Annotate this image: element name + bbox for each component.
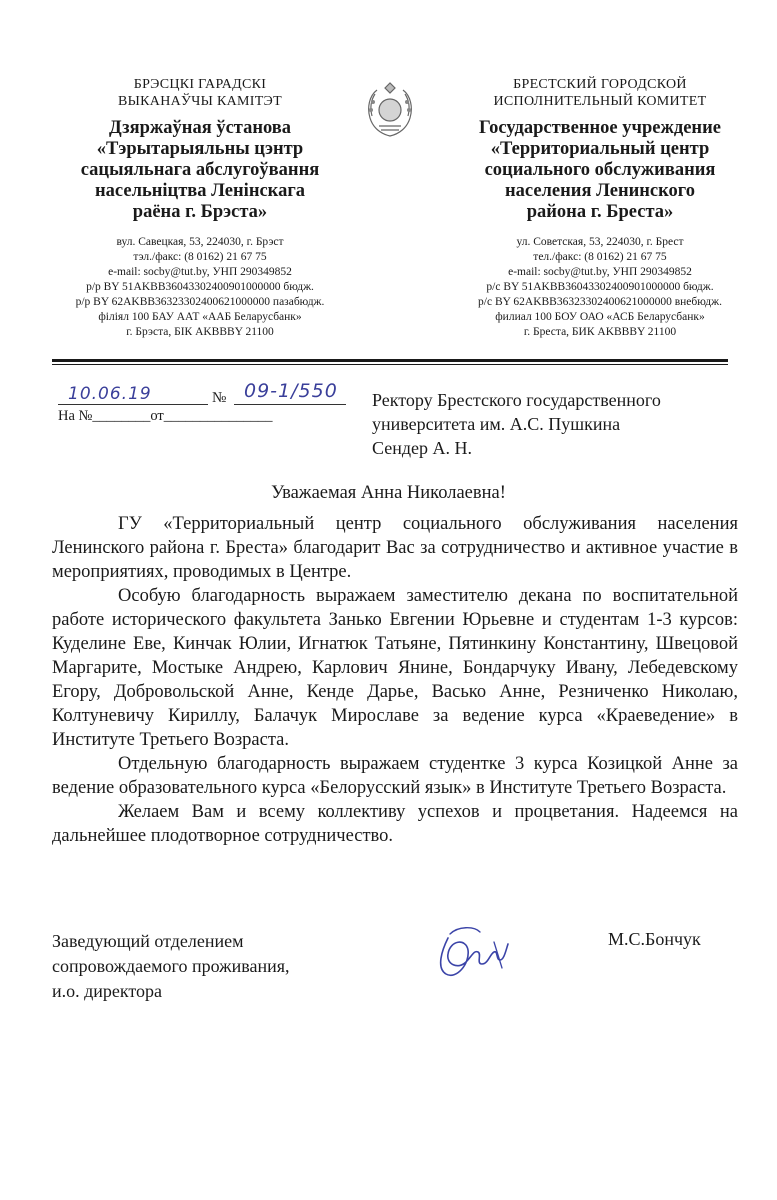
letterhead-russian	[440, 76, 760, 340]
organization-name: Государственное учреждение «Территориальный центр социального обслуживания населения Ленинского района г. Бреста»	[479, 118, 721, 222]
header-divider-thin	[52, 364, 728, 365]
number-underline	[234, 404, 346, 405]
signer-name: М.С.Бончук	[608, 929, 701, 949]
reply-reference-line: На №________от_______________	[58, 408, 273, 424]
salutation: Уважаемая Анна Николаевна!	[271, 483, 506, 503]
handwritten-number: 09-1/550	[244, 380, 338, 402]
organization-contacts: вул. Савецкая, 53, 224030, г. Брэст тэл./факс: (8 0162) 21 67 75 e-mail: socby@tut.by, УНП 290349852 р/р BY 51AKBB36043302400901000000 бюдж. р/р BY 62AKBB36323302400621000000 пазабюдж. філіял 100 БАУ ААТ «ААБ Беларусбанк» г. Брэста, БІК AKBBBY 21100	[75, 236, 325, 338]
state-emblem-icon	[355, 82, 425, 142]
paragraph: Желаем Вам и всему коллективу успехов и процветания. Надеемся на дальнейшее плодотворное сотрудничество.	[52, 802, 738, 846]
organization-contacts: ул. Советская, 53, 224030, г. Брест тел./факс: (8 0162) 21 67 75 e-mail: socby@tut.by, УНП 290349852 р/с BY 51AKBB36043302400901000000 бюдж. р/с BY 62AKBB36323302400621000000 внебюдж. филиал 100 БОУ ОАО «АСБ Беларусбанк» г. Бреста, БИК AKBBBY 21100	[478, 236, 722, 338]
authority-line-1: БРЭСЦКІ ГАРАДСКІ	[133, 77, 267, 92]
paragraph: Особую благодарность выражаем заместителю декана по воспитательной работе исторического факультета Занько Евгении Юрьевне и студентам 1-3 курсов: Куделине Еве, Кинчак Юлии, Игнатюк Татьяне, Пятинкину Константину, Швецовой Маргарите, Мостыке Андрею, Карлович Янине, Бондарчуку Ивану, Лебедевскому Егору, Добровольской Анне, Кенде Дарье, Васько Анне, Резниченко Николаю, Колтуневичу Кириллу, Балачук Мирославе за ведение курса «Краеведение» в Институте Третьего Возраста.	[52, 586, 738, 750]
authority-line-2: ВЫКАНАЎЧЫ КАМІТЭТ	[118, 94, 282, 109]
number-label: №	[212, 390, 227, 406]
handwritten-signature-icon	[428, 920, 518, 984]
letter-body	[52, 512, 738, 848]
paragraph: Отдельную благодарность выражаем студентке 3 курса Козицкой Анне за ведение образовательного курса «Белорусский язык» в Институте Третьего Возраста.	[52, 754, 738, 798]
handwritten-date: 10.06.19	[68, 384, 152, 404]
header-divider-thick	[52, 359, 728, 362]
authority-line-1: БРЕСТСКИЙ ГОРОДСКОЙ	[513, 77, 687, 92]
organization-name: Дзяржаўная ўстанова «Тэрытарыяльны цэнтр сацыяльнага абслугоўвання насельніцтва Ленінскага раёна г. Брэста»	[80, 118, 320, 222]
signer-title: Заведующий отделением сопровождаемого проживания, и.о. директора	[52, 931, 290, 1001]
paragraph: ГУ «Территориальный центр социального обслуживания населения Ленинского района г. Бреста» благодарит Вас за сотрудничество и активное участие в мероприятиях, проводимых в Центре.	[52, 514, 738, 582]
authority-line-2: ИСПОЛНИТЕЛЬНЫЙ КОМИТЕТ	[493, 94, 707, 109]
addressee: Ректору Брестского государственного университета им. А.С. Пушкина Сендер А. Н.	[372, 390, 661, 458]
date-underline	[58, 404, 208, 405]
letterhead-belarusian	[40, 76, 360, 340]
